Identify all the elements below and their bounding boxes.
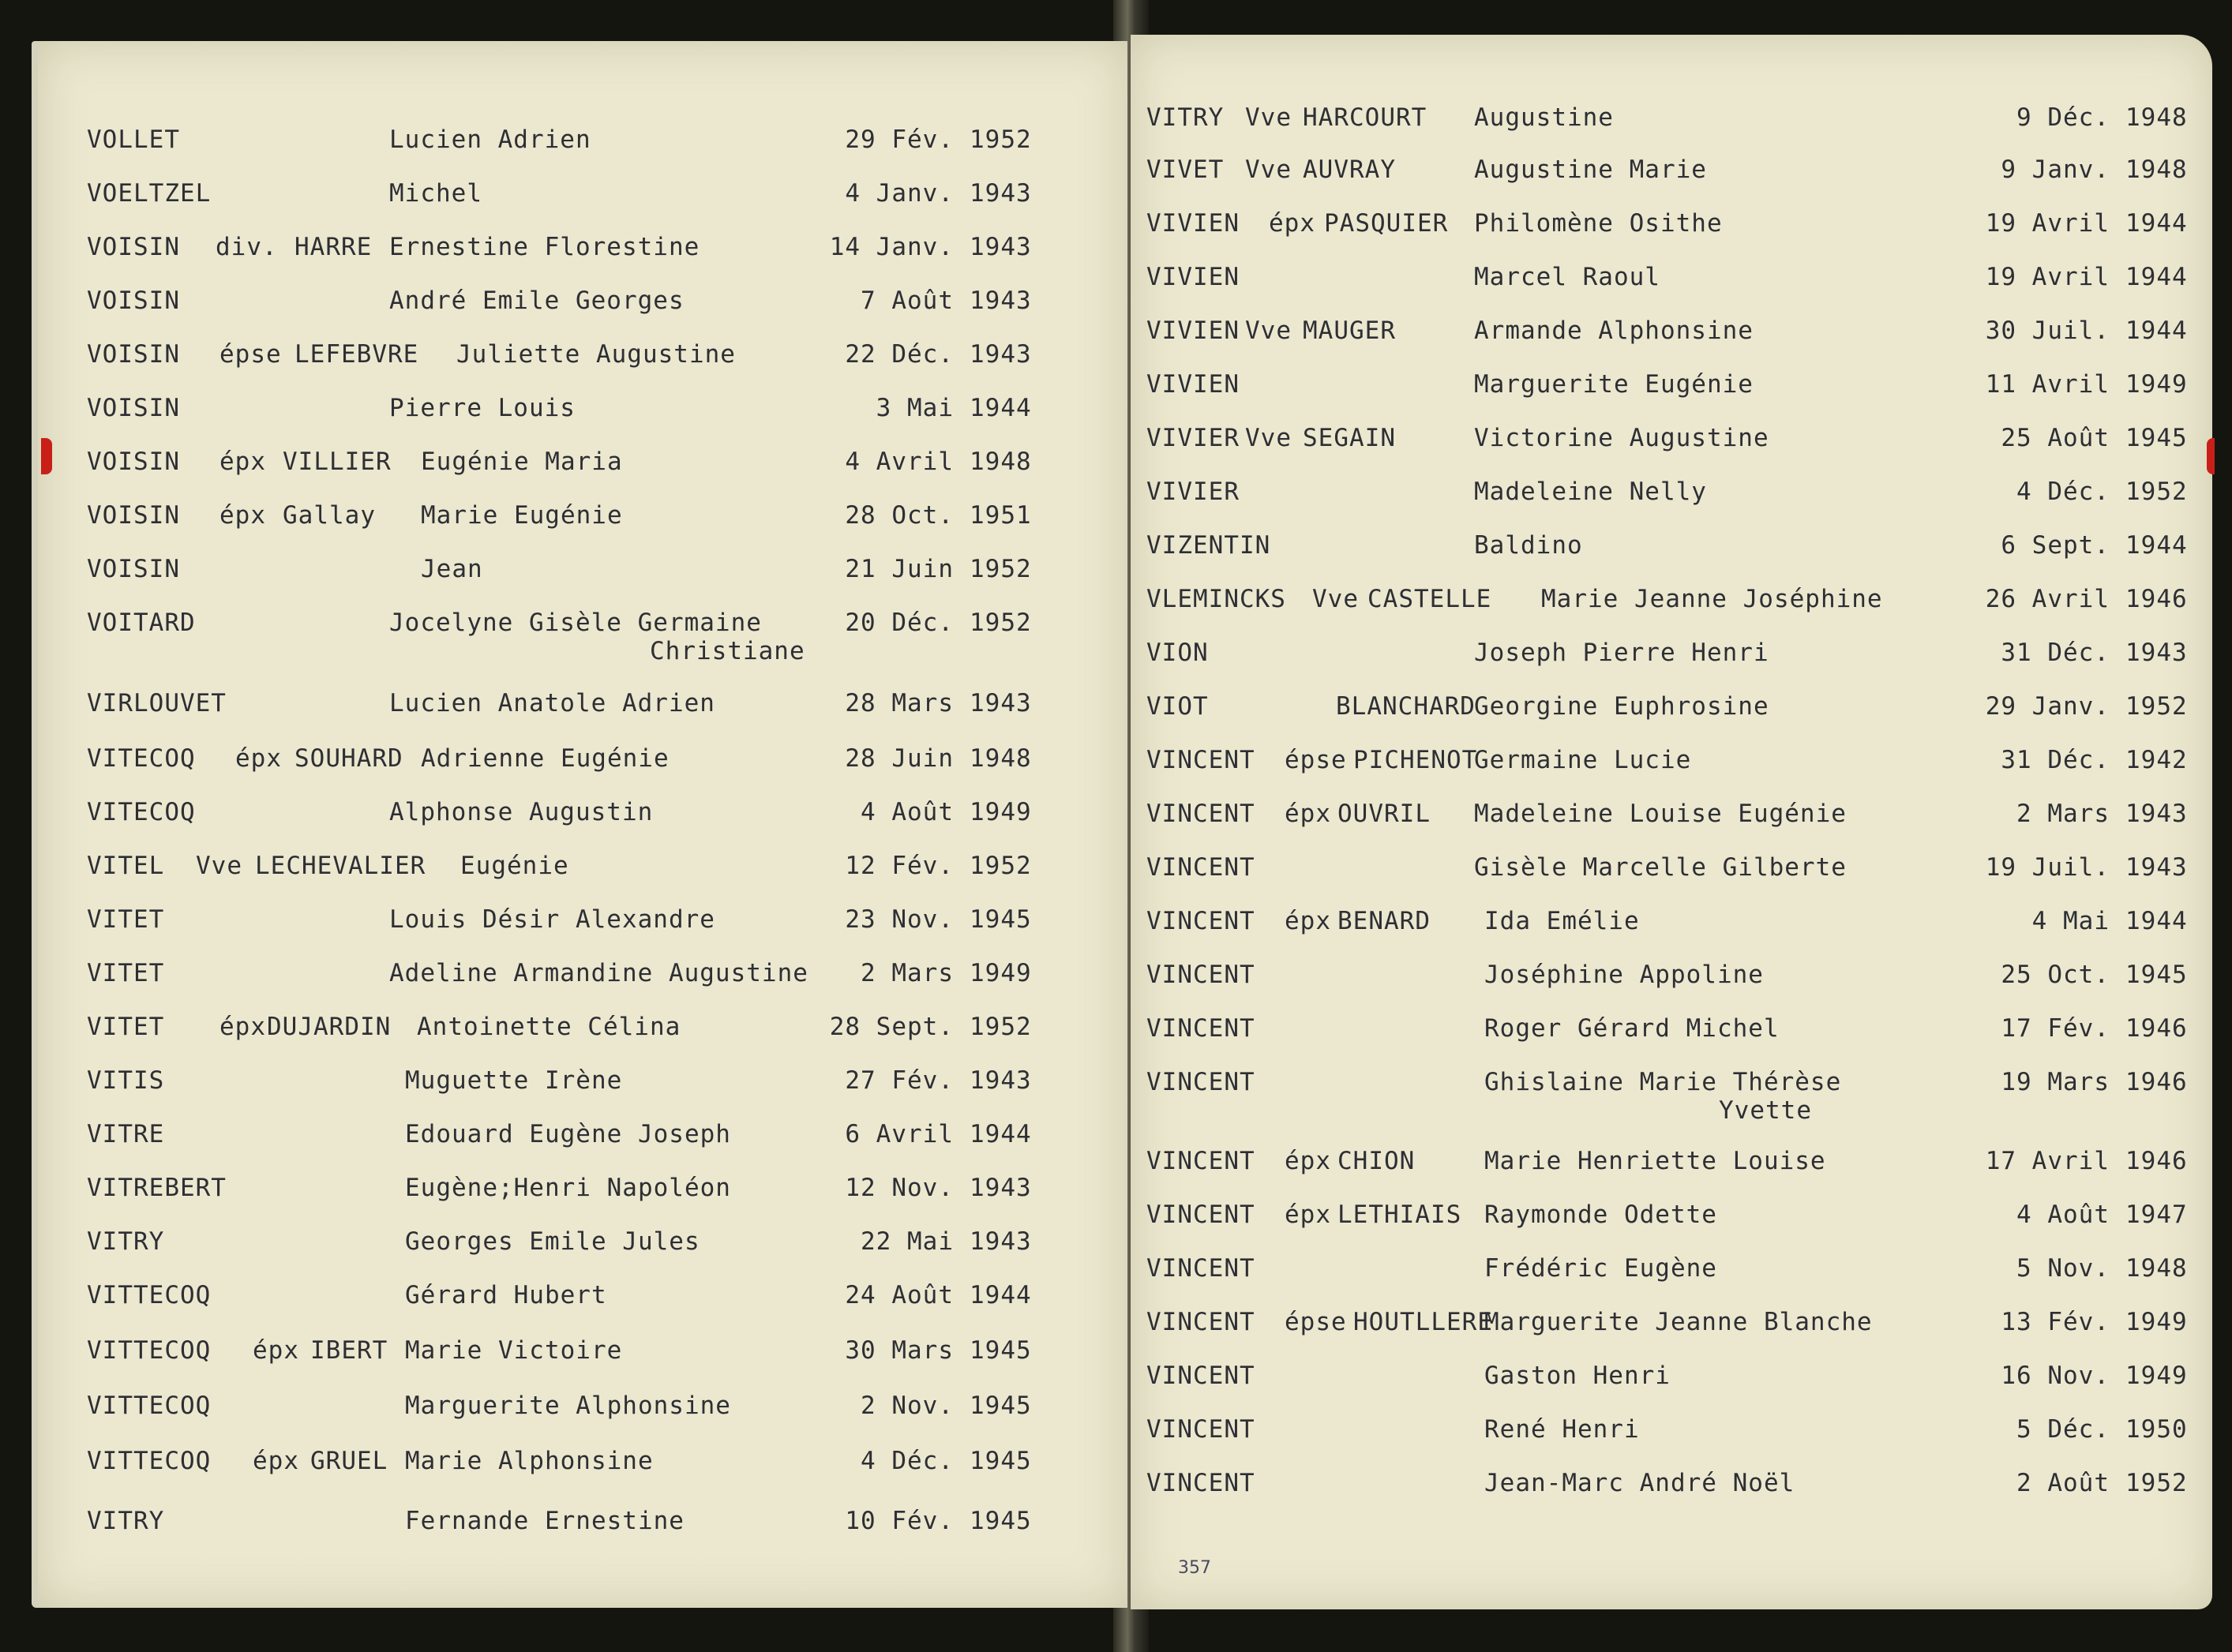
- entry-status: épse: [1285, 746, 1347, 774]
- entry-year: 1949: [2125, 370, 2188, 399]
- entry-surname: VOISIN: [87, 287, 180, 315]
- entry-surname: VINCENT: [1146, 1469, 1255, 1497]
- entry-given-names: Germaine Lucie: [1474, 746, 1692, 774]
- entry-date: 28 Oct.: [845, 501, 954, 530]
- entry-given-names: Gisèle Marcelle Gilberte: [1474, 853, 1847, 882]
- entry-surname: VINCENT: [1146, 1254, 1255, 1283]
- entry-status: épx: [1285, 800, 1331, 828]
- entry-year: 1945: [970, 1447, 1032, 1475]
- entry-given-names: Jocelyne Gisèle Germaine: [389, 609, 762, 637]
- entry-surname: VITREBERT: [87, 1174, 227, 1202]
- entry-status: Vve: [196, 852, 242, 880]
- entry-surname: VINCENT: [1146, 1201, 1255, 1229]
- entry-year: 1943: [970, 233, 1032, 261]
- entry-surname: VIOT: [1146, 692, 1209, 721]
- entry-given-names: Eugénie: [460, 852, 569, 880]
- entry-given-names: Georgine Euphrosine: [1474, 692, 1769, 721]
- entry-given-names: Armande Alphonsine: [1474, 317, 1754, 345]
- entry-spouse-name: SOUHARD: [294, 744, 403, 773]
- entry-surname: VINCENT: [1146, 800, 1255, 828]
- entry-spouse-name: BENARD: [1337, 907, 1431, 935]
- entry-year: 1944: [2125, 209, 2188, 238]
- entry-year: 1943: [970, 689, 1032, 717]
- entry-year: 1945: [970, 1392, 1032, 1420]
- entry-year: 1946: [2125, 1068, 2188, 1096]
- entry-surname: VIVIER: [1146, 478, 1240, 506]
- entry-year: 1944: [970, 1120, 1032, 1148]
- entry-date: 29 Fév.: [845, 125, 954, 154]
- entry-status: épx: [235, 744, 282, 773]
- entry-surname: VLEMINCKS: [1146, 585, 1286, 613]
- entry-surname: VIVIER: [1146, 424, 1240, 452]
- entry-surname: VITTECOQ: [87, 1447, 212, 1475]
- entry-given-names: Lucien Anatole Adrien: [389, 689, 715, 717]
- entry-spouse-name: PASQUIER: [1324, 209, 1449, 238]
- entry-given-names: Gérard Hubert: [405, 1281, 607, 1309]
- entry-surname: VOITARD: [87, 609, 196, 637]
- entry-surname: VIVIEN: [1146, 370, 1240, 399]
- entry-surname: VITTECOQ: [87, 1281, 212, 1309]
- entry-surname: VINCENT: [1146, 1068, 1255, 1096]
- entry-date: 4 Déc.: [861, 1447, 954, 1475]
- entry-year: 1942: [2125, 746, 2188, 774]
- entry-status: épx: [253, 1447, 299, 1475]
- entry-given-names: Marguerite Eugénie: [1474, 370, 1754, 399]
- entry-given-names: Marguerite Jeanne Blanche: [1484, 1308, 1873, 1336]
- entry-year: 1952: [970, 1013, 1032, 1041]
- entry-given-names: Adeline Armandine Augustine: [389, 959, 808, 987]
- entry-surname: VOELTZEL: [87, 179, 212, 208]
- entry-surname: VITECOQ: [87, 744, 196, 773]
- entry-date: 4 Mai: [2031, 907, 2110, 935]
- entry-given-names: Philomène Osithe: [1474, 209, 1723, 238]
- entry-spouse-name: BLANCHARD: [1336, 692, 1476, 721]
- entry-given-names: Frédéric Eugène: [1484, 1254, 1717, 1283]
- entry-surname: VINCENT: [1146, 1014, 1255, 1043]
- entry-year: 1943: [970, 1174, 1032, 1202]
- entry-surname: VIVIEN: [1146, 209, 1240, 238]
- entry-date: 12 Fév.: [845, 852, 954, 880]
- entry-date: 5 Déc.: [2016, 1415, 2110, 1444]
- entry-status: Vve: [1245, 155, 1292, 184]
- entry-year: 1952: [970, 609, 1032, 637]
- entry-surname: VIVIEN: [1146, 263, 1240, 291]
- entry-date: 30 Juil.: [1985, 317, 2110, 345]
- entry-date: 6 Sept.: [2001, 531, 2110, 560]
- entry-status: div.: [216, 233, 278, 261]
- entry-given-names: Joséphine Appoline: [1484, 961, 1764, 989]
- entry-surname: VINCENT: [1146, 853, 1255, 882]
- entry-year: 1943: [970, 287, 1032, 315]
- entry-given-names: Ida Emélie: [1484, 907, 1640, 935]
- entry-year: 1945: [970, 905, 1032, 934]
- entry-spouse-name: LETHIAIS: [1337, 1201, 1462, 1229]
- entry-status: Vve: [1245, 103, 1292, 132]
- entry-spouse-name: OUVRIL: [1337, 800, 1431, 828]
- entry-status: épx: [1285, 1147, 1331, 1175]
- entry-year: 1943: [970, 179, 1032, 208]
- entry-date: 23 Nov.: [845, 905, 954, 934]
- entry-date: 2 Mars: [861, 959, 954, 987]
- entry-surname: VINCENT: [1146, 961, 1255, 989]
- entry-status: Vve: [1245, 317, 1292, 345]
- entry-year: 1943: [2125, 800, 2188, 828]
- entry-date: 25 Oct.: [2001, 961, 2110, 989]
- entry-surname: VITIS: [87, 1066, 165, 1095]
- entry-surname: VITET: [87, 1013, 165, 1041]
- entry-date: 19 Avril: [1985, 209, 2110, 238]
- entry-date: 11 Avril: [1985, 370, 2110, 399]
- entry-year: 1946: [2125, 585, 2188, 613]
- entry-surname: VINCENT: [1146, 1415, 1255, 1444]
- entry-given-names: Marguerite Alphonsine: [405, 1392, 731, 1420]
- entry-date: 19 Avril: [1985, 263, 2110, 291]
- entry-year: 1945: [2125, 961, 2188, 989]
- entry-date: 4 Août: [861, 798, 954, 826]
- entry-year: 1944: [970, 394, 1032, 422]
- entry-surname: VITEL: [87, 852, 165, 880]
- entry-year: 1949: [2125, 1308, 2188, 1336]
- entry-given-names: Gaston Henri: [1484, 1362, 1671, 1390]
- entry-status: épx: [253, 1336, 299, 1365]
- entry-date: 27 Fév.: [845, 1066, 954, 1095]
- entry-given-names: Fernande Ernestine: [405, 1507, 685, 1535]
- entry-status: épse: [1285, 1308, 1347, 1336]
- entry-year: 1945: [970, 1336, 1032, 1365]
- entry-date: 10 Fév.: [845, 1507, 954, 1535]
- right-page-tab-marker: [2207, 438, 2215, 474]
- entry-date: 4 Avril: [845, 448, 954, 476]
- entry-date: 7 Août: [861, 287, 954, 315]
- entry-given-names: Marie Jeanne Joséphine: [1541, 585, 1883, 613]
- entry-given-names: Ghislaine Marie Thérèse: [1484, 1068, 1842, 1096]
- entry-status: épx: [219, 1013, 266, 1041]
- entry-date: 3 Mai: [876, 394, 954, 422]
- entry-given-names: Georges Emile Jules: [405, 1227, 700, 1256]
- entry-year: 1943: [2125, 853, 2188, 882]
- entry-year: 1945: [2125, 424, 2188, 452]
- entry-date: 5 Nov.: [2016, 1254, 2110, 1283]
- entry-surname: VITECOQ: [87, 798, 196, 826]
- entry-given-names: Joseph Pierre Henri: [1474, 639, 1769, 667]
- entry-given-names: Augustine: [1474, 103, 1614, 132]
- entry-year: 1944: [2125, 531, 2188, 560]
- entry-surname: VOLLET: [87, 125, 180, 154]
- entry-date: 25 Août: [2001, 424, 2110, 452]
- entry-given-names: Eugénie Maria: [421, 448, 623, 476]
- entry-surname: VITRY: [87, 1507, 165, 1535]
- entry-surname: VOISIN: [87, 340, 180, 369]
- entry-spouse-name: LECHEVALIER: [255, 852, 426, 880]
- entry-spouse-name: LEFEBVRE: [294, 340, 419, 369]
- entry-date: 28 Sept.: [829, 1013, 954, 1041]
- entry-date: 29 Janv.: [1985, 692, 2110, 721]
- entry-surname: VITRY: [1146, 103, 1225, 132]
- entry-date: 20 Déc.: [845, 609, 954, 637]
- entry-year: 1946: [2125, 1147, 2188, 1175]
- entry-year: 1943: [970, 1066, 1032, 1095]
- entry-surname: VINCENT: [1146, 746, 1255, 774]
- entry-date: 24 Août: [845, 1281, 954, 1309]
- entry-year: 1944: [2125, 317, 2188, 345]
- entry-status: épx: [1269, 209, 1315, 238]
- entry-year: 1949: [970, 798, 1032, 826]
- entry-date: 28 Mars: [845, 689, 954, 717]
- entry-surname: VIVIEN: [1146, 317, 1240, 345]
- entry-year: 1952: [970, 852, 1032, 880]
- entry-given-names: René Henri: [1484, 1415, 1640, 1444]
- entry-year: 1948: [2125, 103, 2188, 132]
- folio-number: 357: [1178, 1558, 1211, 1578]
- entry-spouse-name: HARCOURT: [1303, 103, 1427, 132]
- entry-year: 1952: [970, 555, 1032, 583]
- entry-status: épx: [1285, 907, 1331, 935]
- entry-year: 1945: [970, 1507, 1032, 1535]
- entry-given-names: Lucien Adrien: [389, 125, 591, 154]
- entry-surname: VINCENT: [1146, 1147, 1255, 1175]
- entry-year: 1948: [2125, 1254, 2188, 1283]
- entry-given-names: Jean: [421, 555, 483, 583]
- entry-given-names: Marcel Raoul: [1474, 263, 1660, 291]
- entry-surname: VOISIN: [87, 501, 180, 530]
- entry-given-names: Baldino: [1474, 531, 1583, 560]
- entry-date: 14 Janv.: [829, 233, 954, 261]
- entry-status: épse: [219, 340, 282, 369]
- entry-surname: VITET: [87, 905, 165, 934]
- entry-given-names: Victorine Augustine: [1474, 424, 1769, 452]
- entry-year: 1944: [970, 1281, 1032, 1309]
- entry-spouse-name: VILLIER: [283, 448, 392, 476]
- entry-spouse-name: CASTELLE: [1367, 585, 1492, 613]
- entry-given-names-continued: Christiane: [650, 637, 805, 665]
- entry-spouse-name: HARRE: [294, 233, 373, 261]
- entry-date: 12 Nov.: [845, 1174, 954, 1202]
- entry-year: 1948: [970, 744, 1032, 773]
- entry-year: 1952: [2125, 692, 2188, 721]
- entry-surname: VIRLOUVET: [87, 689, 227, 717]
- entry-given-names-continued: Yvette: [1719, 1096, 1812, 1125]
- entry-year: 1951: [970, 501, 1032, 530]
- entry-year: 1952: [2125, 1469, 2188, 1497]
- entry-date: 31 Déc.: [2001, 639, 2110, 667]
- entry-surname: VION: [1146, 639, 1209, 667]
- entry-surname: VOISIN: [87, 555, 180, 583]
- entry-surname: VINCENT: [1146, 1308, 1255, 1336]
- entry-spouse-name: CHION: [1337, 1147, 1416, 1175]
- entry-given-names: Pierre Louis: [389, 394, 576, 422]
- entry-date: 9 Déc.: [2016, 103, 2110, 132]
- left-page: [38, 41, 1127, 1608]
- entry-date: 30 Mars: [845, 1336, 954, 1365]
- entry-given-names: Eugène;Henri Napoléon: [405, 1174, 731, 1202]
- entry-surname: VITET: [87, 959, 165, 987]
- entry-status: épx: [219, 501, 266, 530]
- entry-surname: VINCENT: [1146, 1362, 1255, 1390]
- entry-date: 6 Avril: [845, 1120, 954, 1148]
- entry-given-names: Louis Désir Alexandre: [389, 905, 715, 934]
- entry-date: 4 Janv.: [845, 179, 954, 208]
- entry-given-names: Augustine Marie: [1474, 155, 1707, 184]
- entry-spouse-name: DUJARDIN: [267, 1013, 392, 1041]
- entry-surname: VOISIN: [87, 448, 180, 476]
- entry-spouse-name: SEGAIN: [1303, 424, 1396, 452]
- entry-given-names: Roger Gérard Michel: [1484, 1014, 1780, 1043]
- entry-spouse-name: GRUEL: [310, 1447, 388, 1475]
- entry-date: 9 Janv.: [2001, 155, 2110, 184]
- entry-year: 1949: [970, 959, 1032, 987]
- entry-year: 1949: [2125, 1362, 2188, 1390]
- entry-status: Vve: [1245, 424, 1292, 452]
- entry-date: 19 Juil.: [1985, 853, 2110, 882]
- entry-given-names: Muguette Irène: [405, 1066, 623, 1095]
- entry-surname: VITTECOQ: [87, 1336, 212, 1365]
- entry-date: 19 Mars: [2001, 1068, 2110, 1096]
- entry-given-names: Michel: [389, 179, 482, 208]
- entry-date: 13 Fév.: [2001, 1308, 2110, 1336]
- entry-given-names: Marie Henriette Louise: [1484, 1147, 1826, 1175]
- entry-spouse-name: IBERT: [310, 1336, 388, 1365]
- entry-status: épx: [1285, 1201, 1331, 1229]
- entry-given-names: Marie Victoire: [405, 1336, 623, 1365]
- entry-surname: VOISIN: [87, 233, 180, 261]
- entry-given-names: André Emile Georges: [389, 287, 685, 315]
- entry-status: épx: [219, 448, 266, 476]
- entry-year: 1944: [2125, 907, 2188, 935]
- entry-spouse-name: HOUTLLERE: [1353, 1308, 1493, 1336]
- entry-given-names: Jean-Marc André Noël: [1484, 1469, 1795, 1497]
- entry-given-names: Raymonde Odette: [1484, 1201, 1717, 1229]
- entry-date: 21 Juin: [845, 555, 954, 583]
- entry-date: 2 Août: [2016, 1469, 2110, 1497]
- entry-date: 4 Août: [2016, 1201, 2110, 1229]
- entry-date: 4 Déc.: [2016, 478, 2110, 506]
- entry-year: 1948: [2125, 155, 2188, 184]
- entry-given-names: Antoinette Célina: [417, 1013, 681, 1041]
- entry-spouse-name: AUVRAY: [1303, 155, 1396, 184]
- entry-date: 2 Nov.: [861, 1392, 954, 1420]
- entry-year: 1943: [970, 340, 1032, 369]
- entry-surname: VIZENTIN: [1146, 531, 1271, 560]
- entry-given-names: Madeleine Nelly: [1474, 478, 1707, 506]
- entry-year: 1950: [2125, 1415, 2188, 1444]
- entry-surname: VITTECOQ: [87, 1392, 212, 1420]
- left-page-tab-marker: [41, 438, 52, 474]
- entry-date: 16 Nov.: [2001, 1362, 2110, 1390]
- entry-year: 1948: [970, 448, 1032, 476]
- entry-surname: VINCENT: [1146, 907, 1255, 935]
- entry-given-names: Madeleine Louise Eugénie: [1474, 800, 1847, 828]
- entry-status: Vve: [1312, 585, 1359, 613]
- entry-given-names: Marie Eugénie: [421, 501, 623, 530]
- entry-date: 2 Mars: [2016, 800, 2110, 828]
- entry-spouse-name: PICHENOT: [1353, 746, 1478, 774]
- entry-given-names: Adrienne Eugénie: [421, 744, 670, 773]
- entry-year: 1952: [2125, 478, 2188, 506]
- entry-spouse-name: MAUGER: [1303, 317, 1396, 345]
- entry-date: 22 Mai: [861, 1227, 954, 1256]
- entry-year: 1947: [2125, 1201, 2188, 1229]
- right-page: [1131, 35, 2212, 1609]
- entry-surname: VITRY: [87, 1227, 165, 1256]
- entry-given-names: Marie Alphonsine: [405, 1447, 654, 1475]
- entry-given-names: Ernestine Florestine: [389, 233, 700, 261]
- entry-date: 17 Avril: [1985, 1147, 2110, 1175]
- entry-year: 1946: [2125, 1014, 2188, 1043]
- entry-spouse-name: Gallay: [283, 501, 376, 530]
- entry-given-names: Edouard Eugène Joseph: [405, 1120, 731, 1148]
- entry-given-names: Alphonse Augustin: [389, 798, 654, 826]
- entry-date: 26 Avril: [1985, 585, 2110, 613]
- entry-year: 1952: [970, 125, 1032, 154]
- entry-surname: VIVET: [1146, 155, 1225, 184]
- entry-year: 1944: [2125, 263, 2188, 291]
- entry-date: 17 Fév.: [2001, 1014, 2110, 1043]
- entry-date: 28 Juin: [845, 744, 954, 773]
- entry-date: 31 Déc.: [2001, 746, 2110, 774]
- entry-year: 1943: [970, 1227, 1032, 1256]
- entry-surname: VITRE: [87, 1120, 165, 1148]
- entry-year: 1943: [2125, 639, 2188, 667]
- entry-given-names: Juliette Augustine: [456, 340, 736, 369]
- entry-date: 22 Déc.: [845, 340, 954, 369]
- entry-surname: VOISIN: [87, 394, 180, 422]
